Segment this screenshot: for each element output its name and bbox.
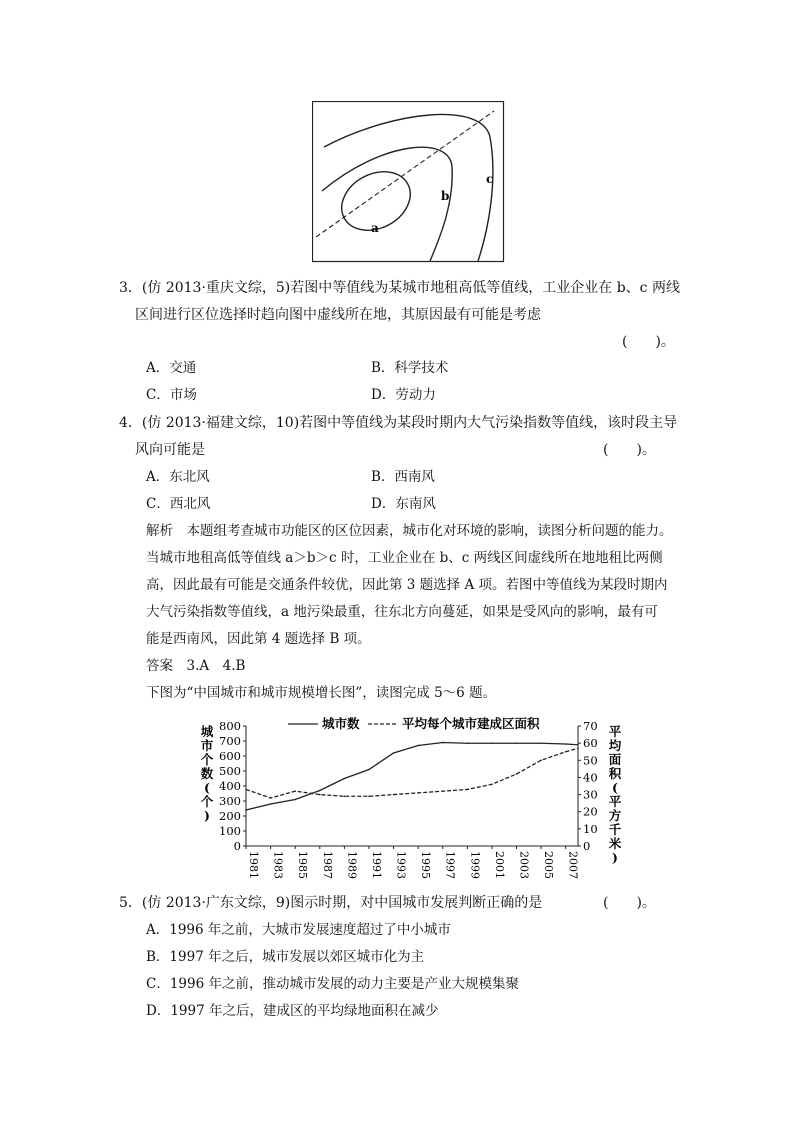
series-1-point [540,742,542,744]
q4-answer-paren: ( )。 [603,442,656,458]
x-tick-label: 2005 [542,851,556,879]
q4-stem-line2: 风向可能是 [135,442,205,458]
left-tick-label: 100 [219,824,241,838]
legend-label-1: 城市数 [322,716,360,731]
left-axis-label-char: 市 [200,738,214,753]
series-line-2 [246,748,578,798]
left-axis-label-char: 城 [200,724,214,739]
series-2-point [393,794,395,796]
left-axis-label-char: 数 [200,766,214,781]
q5-stem: 5．(仿 2013·广东文综，9)图示时期，对中国城市发展判断正确的是 [119,895,543,911]
right-axis-label-char: 平 [608,794,622,809]
q5-option-a: A．1996 年之前，大城市发展速度超过了中小城市 [146,922,451,938]
q4-option-a: A．东北风 [146,469,210,485]
analysis-line-3: 高，因此最有可能是交通条件较优，因此第 3 题选择 A 项。若图中等值线为某段时期内 [146,577,668,593]
q3-option-c: C．市场 [146,387,197,403]
series-2-point [442,790,444,792]
q5-option-d: D．1997 年之后，建成区的平均绿地面积在减少 [146,1003,439,1019]
label-a: a [371,221,379,235]
series-1-point [344,778,346,780]
x-tick-label: 2003 [517,851,531,879]
x-tick-label: 1993 [394,851,408,879]
x-tick-label: 1997 [443,851,457,879]
left-tick-label: 0 [233,839,241,853]
label-c: c [486,172,494,186]
series-2-point [294,790,296,792]
series-1-point [294,799,296,801]
left-tick-label: 600 [219,749,241,763]
series-2-point [245,789,247,791]
legend-label-2: 平均每个城市建成区面积 [402,716,540,731]
series-2-point [467,789,469,791]
q3-option-a: A．交通 [146,360,197,376]
series-2-point [368,795,370,797]
analysis-line-4: 大气污染指数等值线，a 地污染最重，往东北方向蔓延，如果是受风向的影响，最有可 [146,604,658,620]
x-tick-label: 1991 [369,851,383,879]
dashed-line [316,111,494,237]
contour-figure [312,101,505,263]
city-growth-chart [190,712,630,892]
x-tick-label: 1987 [320,851,334,879]
right-axis-label-char: 积 [608,766,622,781]
series-1-point [245,809,247,811]
right-axis-label-char: 均 [608,738,622,753]
x-tick-label: 2001 [492,851,506,879]
right-tick-label: 50 [583,753,598,768]
series-2-point [319,794,321,796]
x-tick-label: 1995 [419,851,433,879]
series-2-point [540,759,542,761]
analysis-line-2: 当城市地租高低等值线 a＞b＞c 时，工业企业在 b、c 两线区间虚线所在地地租比两侧 [146,550,663,566]
right-axis-label-char: ( [612,780,618,795]
contour-frame [313,102,504,262]
series-2-point [565,751,567,753]
q3-stem-line1: 3．(仿 2013·重庆文综，5)若图中等值线为某城市地租高低等值线，工业企业在 b、c 两线 [119,280,680,296]
left-tick-label: 800 [219,719,241,733]
analysis-line-5: 能是西南风，因此第 4 题选择 B 项。 [146,631,371,647]
series-1-point [565,743,567,745]
label-b: b [441,189,450,203]
x-tick-label: 1989 [345,851,359,879]
q3-option-d: D．劳动力 [371,387,436,403]
right-tick-label: 70 [583,719,598,733]
series-1-point [270,803,272,805]
right-axis-label-char: ) [612,850,618,865]
left-tick-label: 700 [219,734,241,748]
series-2-point [344,795,346,797]
left-tick-label: 500 [219,764,241,778]
q5-answer-paren: ( )。 [603,895,656,911]
right-tick-label: 20 [583,804,598,819]
right-axis-label-char: 面 [608,752,622,767]
series-1-point [393,752,395,754]
series-2-point [491,783,493,785]
right-tick-label: 60 [583,736,598,751]
right-tick-label: 10 [583,821,598,836]
series-1-point [417,745,419,747]
q5-option-b: B．1997 年之后，城市发展以郊区城市化为主 [146,949,425,965]
q4-stem-line1: 4．(仿 2013·福建文综，10)若图中等值线为某段时期内大气污染指数等值线，该时段主导 [119,415,678,431]
analysis-line-1: 解析 本题组考查城市功能区的区位因素，城市化对环境的影响，读图分析问题的能力。 [146,523,673,539]
series-2-point [417,792,419,794]
left-tick-label: 300 [219,794,241,808]
left-axis-label-char: 个 [200,794,214,809]
x-tick-label: 2007 [566,851,580,879]
answer-line: 答案 3.A 4.B [146,658,246,674]
series-1-point [442,742,444,744]
q4-option-b: B．西南风 [371,469,435,485]
q3-option-b: B．科学技术 [371,360,449,376]
left-axis-label-char: ( [204,780,210,795]
left-tick-label: 200 [219,809,241,823]
q4-option-d: D．东南风 [371,496,436,512]
left-tick-label: 400 [219,779,241,793]
right-tick-label: 30 [583,787,598,802]
x-tick-label: 1981 [247,851,260,879]
series-2-point [516,773,518,775]
x-tick-label: 1999 [468,851,482,879]
left-axis-label-char: 个 [200,752,214,767]
series-2-point [270,797,272,799]
series-1-point [319,790,321,792]
series-2-point [577,747,579,749]
right-axis-label-char: 米 [608,836,622,851]
q5-option-c: C．1996 年之前，推动城市发展的动力主要是产业大规模集聚 [146,976,519,992]
right-tick-label: 40 [583,770,598,785]
x-tick-label: 1985 [296,851,310,879]
q3-stem-line2: 区间进行区位选择时趋向图中虚线所在地，其原因最有可能是考虑 [135,307,541,323]
series-1-point [467,742,469,744]
chart-legend [288,716,540,731]
series-1-point [516,742,518,744]
q3-answer-paren: ( )。 [622,334,675,350]
series-1-point [577,744,579,746]
chart-intro: 下图为“中国城市和城市规模增长图”，读图完成 5～6 题。 [146,685,497,701]
right-axis-label-char: 千 [608,822,622,837]
series-1-point [491,742,493,744]
right-axis-label-char: 方 [608,808,622,823]
x-tick-label: 1983 [271,851,285,879]
right-tick-label: 0 [583,839,591,853]
right-axis-label-char: 平 [608,724,622,739]
q4-option-c: C．西北风 [146,496,211,512]
left-axis-label-char: ) [204,808,210,823]
series-1-point [368,769,370,771]
